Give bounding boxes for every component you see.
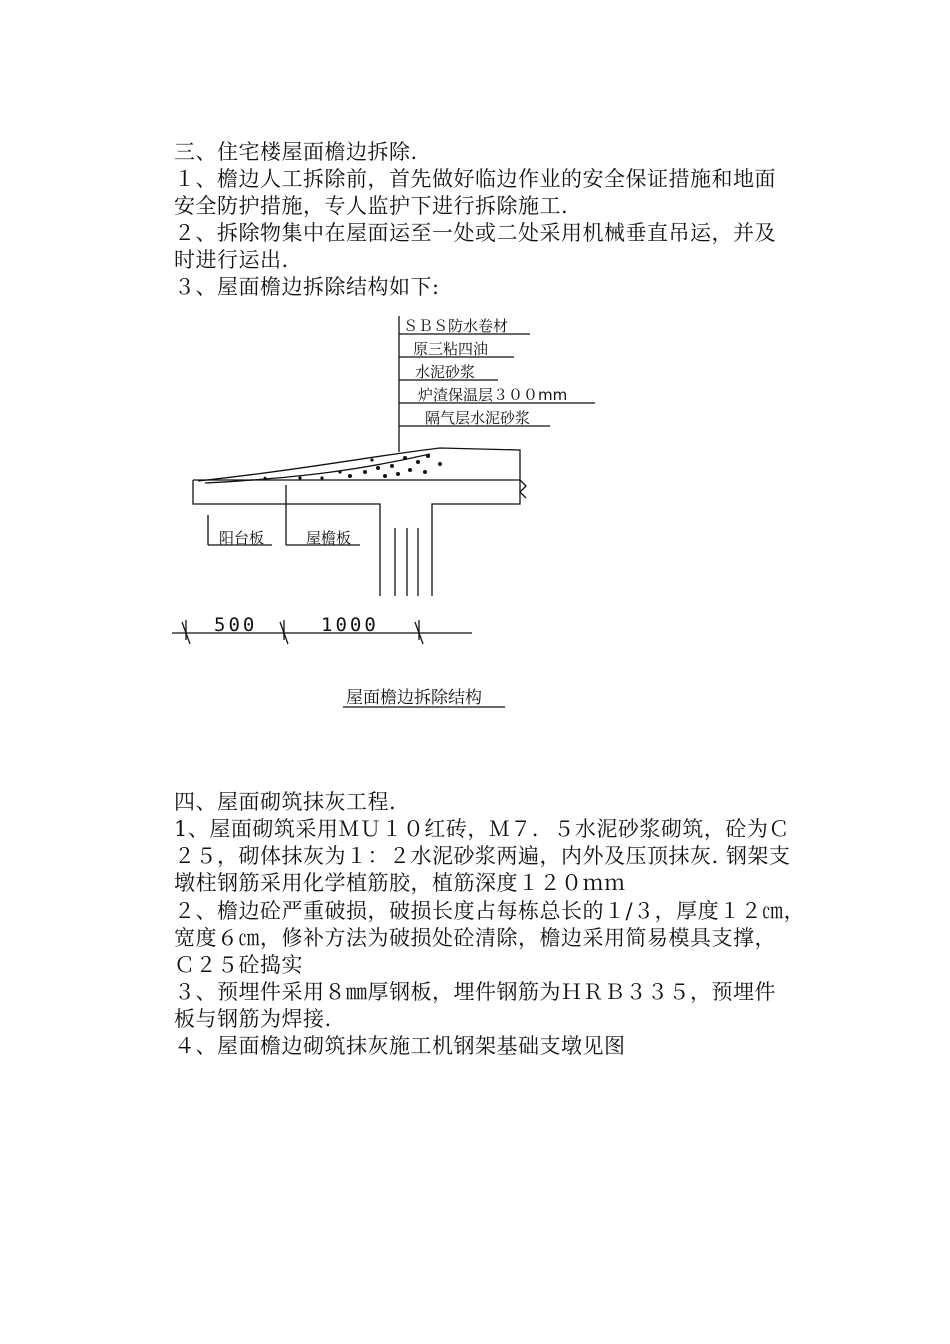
dimension-500: 500 bbox=[214, 614, 258, 636]
balcony-slab-label: 阳台板 bbox=[219, 529, 265, 547]
section4-line-8: 板与钢筋为焊接. bbox=[174, 1007, 332, 1031]
section3-heading: 三、住宅楼屋面檐边拆除. bbox=[174, 140, 418, 164]
section3-line-3: ２、拆除物集中在屋面运至一处或二处采用机械垂直吊运，并及 bbox=[174, 221, 776, 245]
section4-line-6: Ｃ２５砼捣实 bbox=[174, 953, 303, 977]
eave-slab-label: 屋檐板 bbox=[306, 529, 352, 547]
layer-label-1: ＳＢＳ防水卷材 bbox=[403, 317, 509, 335]
section4-line-5: 宽度６㎝，修补方法为破损处砼清除，檐边采用简易模具支撑， bbox=[174, 926, 776, 950]
section4-line-9: ４、屋面檐边砌筑抹灰施工机钢架基础支墩见图 bbox=[174, 1034, 626, 1058]
section3-line-4: 时进行运出. bbox=[174, 248, 289, 272]
layer-label-3: 水泥砂浆 bbox=[415, 363, 476, 381]
section4-line-1: 1、屋面砌筑采用ＭＵ１０红砖，Ｍ７．５水泥砂浆砌筑，砼为Ｃ bbox=[174, 817, 790, 841]
dimension-1000: 1000 bbox=[321, 614, 379, 636]
layer-label-4: 炉渣保温层３００mm bbox=[418, 386, 568, 404]
section4-line-2: ２５，砌体抹灰为１：２水泥砂浆两遍，内外及压顶抹灰. 钢架支 bbox=[174, 844, 791, 868]
section4-line-4: ２、檐边砼严重破损，破损长度占每栋总长的１/３，厚度１２㎝， bbox=[174, 899, 806, 923]
section3-line-2: 安全防护措施，专人监护下进行拆除施工. bbox=[174, 194, 569, 218]
section4-line-3: 墩柱钢筋采用化学植筋胶，植筋深度１２０ｍｍ bbox=[174, 871, 626, 895]
eave-slab-outline bbox=[432, 480, 520, 596]
figure-caption: 屋面檐边拆除结构 bbox=[346, 688, 482, 708]
section3-line-5: ３、屋面檐边拆除结构如下: bbox=[174, 275, 440, 299]
section4-heading: 四、屋面砌筑抹灰工程. bbox=[174, 790, 397, 814]
layer-label-5: 隔气层水泥砂浆 bbox=[425, 409, 531, 427]
layer-label-2: 原三粘四油 bbox=[413, 340, 489, 358]
insulation-top bbox=[198, 448, 520, 481]
section3-line-1: １、檐边人工拆除前，首先做好临边作业的安全保证措施和地面 bbox=[174, 167, 776, 191]
section4-line-7: ３、预埋件采用８㎜厚钢板，埋件钢筋为ＨＲＢ３３５，预埋件 bbox=[174, 980, 776, 1004]
